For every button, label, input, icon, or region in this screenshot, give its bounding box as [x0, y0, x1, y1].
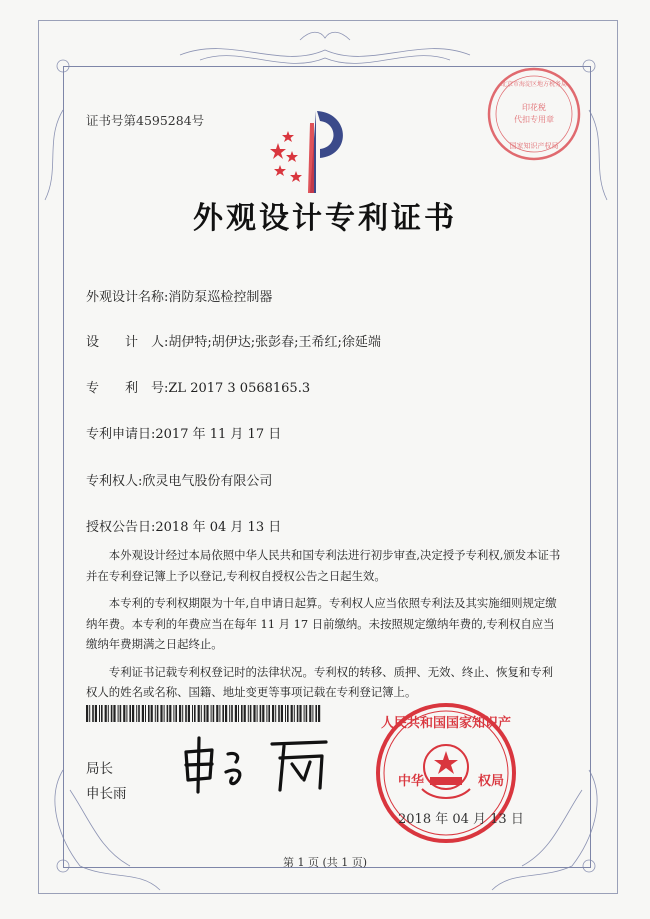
svg-text:中华: 中华: [398, 774, 425, 789]
application-date-row: [86, 423, 281, 442]
application-date-label: 专利申请日:: [86, 427, 156, 442]
seal-date: 2018 年 04 月 13 日: [398, 812, 524, 827]
patent-number-label: 专 利 号:: [86, 381, 169, 396]
agent-seal-stamp: [484, 64, 584, 164]
svg-text:印花税: 印花税: [522, 103, 546, 112]
announcement-date-row: [86, 516, 281, 535]
barcode: [86, 705, 322, 722]
certificate-title: 外观设计专利证书: [193, 201, 457, 236]
svg-text:人民共和国国家知识产: 人民共和国国家知识产: [380, 716, 512, 731]
svg-text:权局: 权局: [478, 774, 505, 789]
designer-row: [86, 331, 381, 350]
designer-label: 设 计 人:: [86, 335, 169, 350]
patentee-row: [86, 470, 272, 489]
patentee-value: 欣灵电气股份有限公司: [142, 474, 273, 489]
certificate-number: 证书号第4595284号: [86, 113, 205, 128]
paragraph-registry: 专利证书记载专利权登记时的法律状况。专利权的转移、质押、无效、终止、恢复和专利权人的姓名或名称、国籍、地址变更等事项记载在专利登记簿上。: [86, 664, 554, 699]
paragraph-term: 本专利的专利权期限为十年,自申请日起算。专利权人应当依照专利法及其实施细则规定缴纳年费。本专利的年费应当在每年 11 月 17 日前缴纳。未按照规定缴纳年费的,专利权自应当缴纳年费期满之日起终止。: [86, 596, 557, 651]
announcement-date-label: 授权公告日:: [86, 520, 156, 535]
application-date-value: 2017 年 11 月 17 日: [155, 427, 282, 442]
designer-value: 胡伊特;胡伊达;张彭春;王希红;徐延端: [168, 335, 381, 350]
patentee-label: 专利权人:: [86, 474, 143, 489]
svg-text:代扣专用章: 代扣专用章: [514, 115, 554, 124]
director-title: 局长: [86, 761, 113, 777]
svg-text:国家知识产权局: 国家知识产权局: [509, 142, 559, 150]
page-number: 第 1 页 (共 1 页): [282, 856, 368, 869]
director-name: 申长雨: [86, 786, 127, 802]
patent-number-row: [86, 377, 310, 396]
cnipa-logo-icon: [270, 103, 360, 198]
paragraph-grant: 本外观设计经过本局依照中华人民共和国专利法进行初步审查,决定授予专利权,颁发本证书并在专利登记簿上予以登记,专利权自授权公告之日起生效。: [86, 548, 561, 583]
design-name-value: 消防泵巡检控制器: [168, 290, 273, 305]
design-name-row: [86, 286, 272, 305]
certificate-body: [86, 545, 564, 710]
announcement-date-value: 2018 年 04 月 13 日: [155, 520, 282, 535]
director-signature: [176, 734, 336, 794]
design-name-label: 外观设计名称:: [86, 290, 169, 305]
svg-text:北京市海淀区地方税务局: 北京市海淀区地方税务局: [500, 81, 568, 88]
patent-number-value: ZL 2017 3 0568165.3: [168, 381, 311, 396]
